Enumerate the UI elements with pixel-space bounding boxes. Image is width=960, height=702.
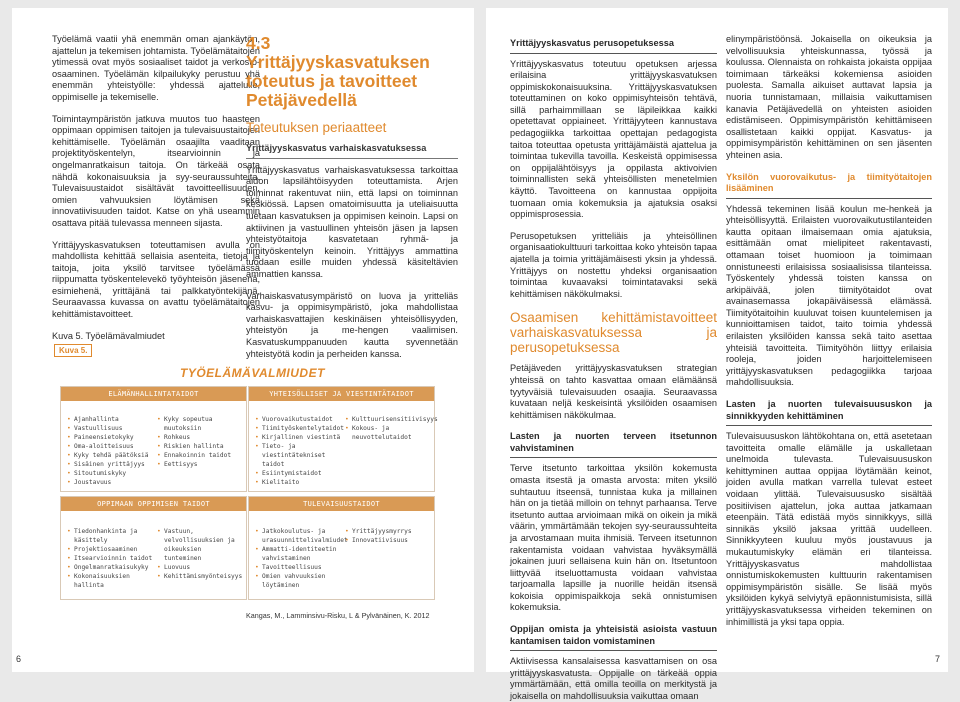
paragraph: Tulevaisuususkon lähtökohtana on, että asetetaan tavoitteita omalle elämälle ja uskalletaan unelmoida tulevasta. Tulevaisuususkon kehittyminen auttaa oppijaa löytämään keinot, joiden avulla matkan varrella tulevat esteet voidaan ylittää. Tulevaisuususko sisältää positiivisen ajattelun, joka auttaa jatkamaan eteenpäin. Tätä edistää myös sinnikkyys, sillä sinnikäs yksilö jaksaa yrittää uudelleen. Sinnikkyyteen kuuluu myös joustavuus ja mukautumiskyky elämän eri tilanteissa. Yrittäjyyskasvatus mahdollistaa onnistumiskokemusten kulttuurin rakentamisen oppimisympäristön sisälle. Se lisää myös yksilöiden kykyä selviytyä epäonnistumisista, sillä yrittäjyyskasvatuksessa virheiden tekeminen on inhimillistä ja yksi tapa oppia. (726, 431, 932, 627)
quadrant-header: YHTEISÖLLISET JA VIESTINTÄTAIDOT (249, 387, 434, 401)
quadrant-item: • Tavoitteellisuus (255, 563, 343, 572)
quadrant-item: • Joustavuus (67, 478, 155, 487)
paragraph: Aktiivisessa kansalaisessa kasvattamisen on osa yrittäjyyskasvatusta. Oppijalle on tärkeää oppia ymmärtämään, että omilla teoilla on merkitystä ja jokaisella on mahdollisuuksia vaikuttaa omaan (510, 656, 717, 701)
quadrant-list (67, 415, 155, 487)
quadrant-item: • Tiedonhankinta ja käsittely (67, 527, 155, 545)
quadrant-list (157, 415, 241, 469)
subsection-heading: Yksilön vuorovaikutus- ja tiimityötaitojen lisääminen (726, 172, 932, 199)
quadrant-item: • Ongelmanratkaisukyky (67, 563, 155, 572)
quadrant-list (255, 415, 343, 487)
quadrant-future-skills (248, 496, 435, 600)
quadrant-item: • Luovuus (157, 563, 241, 572)
quadrant-list (345, 415, 438, 442)
paragraph: elinympäristöönsä. Jokaisella on oikeuksia ja velvollisuuksia yhteiskunnassa, työssä ja koulussa. Olennaista on rohkaista jokaista oppijaa toimimaan tärkeäksi kokemiensa asioiden puolesta. Samalla aikuiset auttavat lapsia ja nuoria tunnistamaan, millaisia vaikuttamisen kanavia Petäjävedellä on yhteisten asioiden edistämiseen. Oppimisympäristön kehittämiseen osallistetaan kaikki oppijat. Kasvatus- ja oppimisympäristön kehittäminen on sen jäsenten yhteinen asia. (726, 34, 932, 160)
paragraph: Terve itsetunto tarkoittaa yksilön kokemusta omasta itsestä ja omasta arvosta: miten yksilö suhtautuu itseensä, tunnistaa kuka ja millainen hän on ja tietää milloin on tehnyt parhaansa. Terve itsetunto auttaa arvioimaan mikä on oikein ja mikä väärin, ymmärtämään tekojen syy-seuraussuhteita ja arvostamaan muita ihmisiä. Terveen itsetunnon rakentamista voidaan vahvistaa hyväksymällä jokainen juuri sellaisena kuin hän on. Itsetuntoon liittyvää itseluottamusta voidaan vahvistaa tarjoamalla lapsille ja nuorille heidän itsensä kokoisia oppimispaikkoja sekä onnistumisen kokemuksia. (510, 463, 717, 613)
paragraph: Petäjäveden yrittäjyyskasvatuksen strategian yhteissä on tahto kasvattaa omaan elämäänsä tyytyväisiä tulevaisuuden osaajia. Seuraavassa kuvataan neljä keskeisintä yksilöiden osaamisen kehittämisen näkökulmaa. (510, 363, 717, 420)
quadrant-item: • Yrittäjyysmyrrys (345, 527, 429, 536)
figure-label: Kuva 5. (54, 344, 92, 357)
quadrant-item: • Kyky tehdä päätöksiä (67, 451, 155, 460)
quadrant-item: • Tieto- ja viestintätekniset taidot (255, 442, 343, 469)
section-heading: 4.3 Yrittäjyyskasvatuksen toteutus ja tavoitteet Petäjävedellä (246, 33, 430, 110)
quadrant-item: • Omien vahvuuksien löytäminen (255, 572, 343, 590)
quadrant-header: OPPIMAAN OPPIMISEN TAIDOT (61, 497, 246, 511)
quadrant-item: • Tiimityöskentelytaidot (255, 424, 343, 433)
quadrant-list (67, 527, 155, 590)
quadrant-social-communication (248, 386, 438, 492)
left-text-column (52, 34, 260, 341)
paragraph: Työelämä vaatii yhä enemmän oman ajankäytön, ajattelun ja tekemisen johtamista. Työelämätaitojen ytimessä ovat myös sosiaaliset taidot ja verkosto-osaaminen. Työelämän kilpailukyky perustuu yhä enemmän yhteistyölle: yhdessä ajattelulle, oppimiselle ja tekemiselle. (52, 34, 260, 102)
quadrant-item: • Kokonaisuuksien hallinta (67, 572, 155, 590)
quadrant-header: ELÄMÄNHALLINTATAIDOT (61, 387, 246, 401)
quadrant-item: • Kulttuurisensitiivisyys (345, 415, 429, 424)
section-subheading: Osaamisen kehittämistavoitteet varhaiskasvatuksessa ja perusopetuksessa (510, 310, 717, 356)
paragraph: Yrittäjyyskasvatuksen toteuttamisen avulla on mahdollista kehittää sellaisia asenteita, tietoja ja taitoja, joita yksilö tarvitsee työelämässä riippumatta työskentelevekö työyhteisön jäsenenä, esimiehenä, yrittäjänä tai palkkatyöntekijänä. Seuraavassa kuvassa on avattu työelämätaitojen kehittämistavoitteet. (52, 239, 260, 320)
quadrant-life-management (60, 386, 247, 492)
paragraph: Yrittäjyyskasvatus toteutuu opetuksen arjessa erilaisina yrittäjyyskasvatuksen oppimiskokonaisuuksina. Yrittäjyyskasvatuksen toteuttaminen on koko oppimisyhteisön tehtävä, sillä parhaimmillaan se läpileikkaa kaikki opetettavat oppiaineet. Yrittäjyyteen kannustava pedagogiikka tarkoittaa opettajan pedagogista taitoa toteuttaa opetusta yrittäjämäistä ajattelua ja toimintaa tukevilla tavoilla. Keskeistä oppimisessa on oppijalähtöisyys ja oppilasta aktivoivien toiminnallisten sekä yhteisöllisten menetelmien käyttö. Tavoitteena on kannustaa oppijoita tuomaan omia kokemuksia ja ajatuksia osaksi oppimisprosessia. (510, 58, 717, 220)
subsection-heading: Lasten ja nuorten tulevaisuususkon ja sinnikkyyden kehittäminen (726, 399, 932, 426)
subsection-heading: Yrittäjyyskasvatus varhaiskasvatuksessa (246, 143, 458, 159)
right-column-1 (246, 33, 458, 359)
paragraph: Yrittäjyyskasvatus varhaiskasvatuksessa tarkoittaa aidon lapsilähtöisyyden toteuttamista. Arjen toiminnat rakentuvat niin, että lapsi on toiminnan keskiössä. Lapsen omatoimisuutta ja uteliaisuutta tuetaan kasvatuksen ja oppimisen keinoin. Lapsi on aktiivinen ja vastuullinen yhteisön jäsen ja lapsen yhteistyötaitoja kasvatetaan ryhmä- ja tiimityöskentelyn keinoin. Yrittäjyys ammattina tuodaan esille muiden yhdessä käsiteltävien ammattien kanssa. (246, 164, 458, 279)
quadrant-header: TULEVAISUUSTAIDOT (249, 497, 434, 511)
quadrant-item: • Sitoutumiskyky (67, 469, 155, 478)
paragraph: Yhdessä tekeminen lisää koulun me-henkeä ja yhteisöllisyyttä. Erilaisten vuorovaikutustilanteiden kautta opitaan ilmaisemaan omia ajatuksia, esittämään omat mielipiteet rakentavasti, ottamaan toiset huomioon ja toimimaan onnistuneesti erilaisissa sosiaalisissa tilanteissa. Työskentely yhdessä toisten kanssa on arkipäivää, jolen tiimityötaidot ovat avainasemassa jokapäiväisessä elämässä. Tiimityötaitoihin kuuluvat toisen kuuntelemisen ja kunnioittamisen taidot, taito toimia yhdessä erilaisten yksilöiden kanssa sekä taito asettaa yhteisiä tavoitteita. Tiimityöhön liittyy erilaisia rooleja, joiden harjoittelemiseen yrittäjyyskasvatuksen pedagogiikka tarjoaa mahdollisuuksia. (726, 203, 932, 388)
quadrant-list (345, 527, 429, 545)
quadrant-item: • Ennakoinnin taidot (157, 451, 241, 460)
paragraph: Toimintaympäristön jatkuva muutos tuo haasteen oppimaan oppimisen taitojen ja tulevaisuustaitojen kehittämiselle. Työelämän osaajilta vaaditaan projektityöskentelyn, itsearvioinnin ja ongelmanratkaisun taitoja. On tärkeää osata nähdä kokonaisuuksia ja syy-seuraussuhteita. Tulevaisuustaidot sisältävät tavoitteellisuuden, omien vahvuuksien löytämisen sekä innovatiivisuuden taidot. Katse on yhä useammin osattava pitää tulevassa menneen sijasta. (52, 113, 260, 228)
paragraph: Perusopetuksen yritteliäis ja yhteisöllinen organisaatiokulttuuri tarkoittaa koko yhteisön tapaa ajatella ja toimia yrittäjämäisesti yksin ja yhdessä. Yrittäjyys on nostettu yhdeksi organisaation toimintaa kuvaavaksi toimintatavaksi sekä kehittämisen näkökulmaksi. (510, 230, 717, 299)
quadrant-list (255, 527, 348, 590)
quadrant-item: • Ammatti-identiteetin vahvistaminen (255, 545, 343, 563)
subsection-heading: Oppijan omista ja yhteisistä asioista vastuun kantamisen taidon vomistaminen (510, 624, 717, 651)
right-column-3 (726, 34, 932, 654)
quadrant-item: • Kyky sopeutua muutoksiin (157, 415, 241, 433)
section-subheading: Toteutuksen periaatteet (246, 120, 387, 135)
quadrant-item: • Rohkeus (157, 433, 241, 442)
figure-title: TYÖELÄMÄVALMIUDET (180, 366, 325, 380)
quadrant-item: • Projektiosaaminen (67, 545, 155, 554)
quadrant-item: • Innovatiivisuus (345, 536, 429, 545)
right-column-2 (510, 38, 717, 701)
quadrant-item: • Riskien hallinta (157, 442, 241, 451)
quadrant-item: • Itsearvioinnin taidot (67, 554, 155, 563)
subsection-heading: Lasten ja nuorten terveen itsetunnon vahvistaminen (510, 431, 717, 458)
subsection-heading: Yrittäjyyskasvatus perusopetuksessa (510, 38, 717, 54)
quadrant-item: • Sisäinen yrittäjyys (67, 460, 155, 469)
quadrant-item: • Eettisyys (157, 460, 241, 469)
quadrant-item: • Vastuullisuus (67, 424, 155, 433)
quadrant-item: • Paineensietokyky (67, 433, 155, 442)
quadrant-item: • Esiintymistaidot (255, 469, 343, 478)
quadrant-item: • Ajanhallinta (67, 415, 155, 424)
page-number: 6 (16, 654, 22, 664)
quadrant-item: • Oma-aloitteisuus (67, 442, 155, 451)
quadrant-learning-to-learn (60, 496, 247, 600)
citation: Kangas, M., Lamminsivu-Risku, L & Pylvänäinen, K. 2012 (246, 611, 430, 620)
quadrant-item: • Vastuun, velvollisuuksien ja oikeuksien tunteminen (157, 527, 241, 563)
quadrant-item: • Kehittämismyönteisyys (157, 572, 241, 581)
quadrant-item: • Vuorovaikutustaidot (255, 415, 343, 424)
paragraph: Varhaiskasvatusympäristö on luova ja yritteliäs kasvu- ja oppimisympäristö, joka mahdollistaa varhaiskasvattajien keskinäisen yhteisöllisyyden, yhteistyön ja me-hengen vaalimisen. Kasvatuskumppanuuden kautta syvennetään yhteistyötä kodin ja perheiden kanssa. (246, 290, 458, 359)
page-number: 7 (935, 654, 941, 664)
quadrant-item: • Jatkokoulutus- ja urasuunnittelivalmiudet (255, 527, 343, 545)
figure-caption-text: Kuva 5. Työelämävalmiudet (52, 330, 165, 341)
quadrant-item: • Kokous- ja neuvottelutaidot (345, 424, 429, 442)
quadrant-item: • Kielitaito (255, 478, 343, 487)
quadrant-item: • Kirjallinen viestintä (255, 433, 343, 442)
quadrant-list (157, 527, 241, 581)
